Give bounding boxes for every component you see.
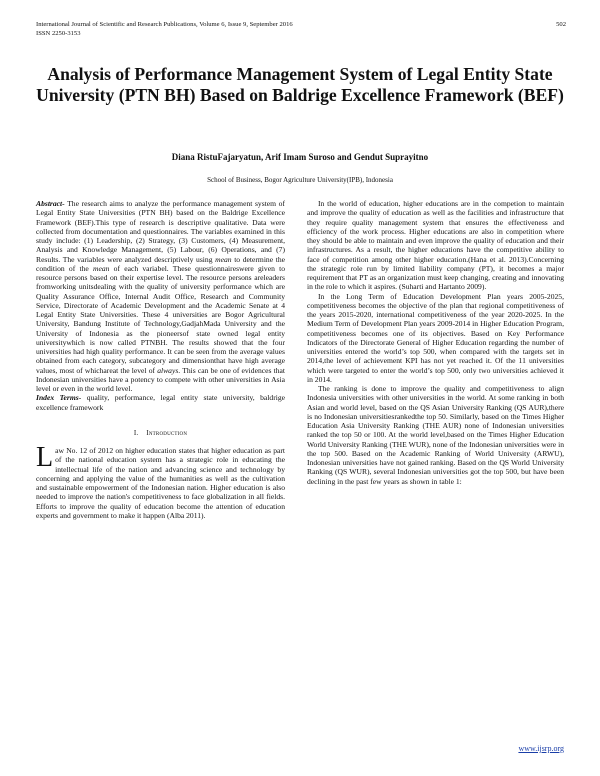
issn: ISSN 2250-3153 xyxy=(36,30,81,37)
paragraph-development-plan: In the Long Term of Education Development Plan years 2005-2025, competitiveness becomes the objective of the plan that regional competitiveness of the years 2015-2020, international competitiveness of the year 2020-2025. In the Medium Term of Development Plan years 2009-2014 in Higher Education Program, competitiveness becomes one of its objectives. Based on Key Performance Indicators of the Directorate General of Higher Education regarding the number of universities entered the world’s top 500, when compared with the targets set in 2014,the level of achievement KPI has not yet reached it. Of the 11 universities which were targeted to enter the world’s top 500, only two universities achieved it in 2014. xyxy=(307,291,564,384)
introduction-paragraph: Law No. 12 of 2012 on higher education states that higher education as part of the national education system has a strategic role in educating the intellectual life of the nation and advancing science and technology by concerning and applying the value of the humanities as well as the cultivation and sustainable empowerment of the Indonesian nation. Higher education is also needed to improve the nation's competitiveness to face globalization in all fields. Efforts to improve the quality of education become the attention of education experts and government to make it happen (Alba 2011). xyxy=(36,442,285,520)
affiliation: School of Business, Bogor Agriculture University(IPB), Indonesia xyxy=(207,176,393,184)
index-terms: Index Terms- quality, performance, legal entity state university, baldrige excellence framework xyxy=(36,393,285,412)
paragraph-ranking: The ranking is done to improve the quality and competitiveness to align Indonesia universities with other universities in the world. At some ranking in both Asian and world level, based on the QS Asian University Ranking (QS AUR),there is no Indonesian universitiesrankedthe top 50. Similarly, based on the Times Higher Education Asia University Ranking (THE AUR) none of Indonesian universities ranked the top 50 or 100. At the world level,based on the Times Higher Education World University Ranking (THE WUR), none of the Indonesian universities were in the top 500. Based on the Academic Ranking of World University (ARWU), Indonesian universities have not gained ranking. Based on the QS World University Ranking (QS WUR), several Indonesian universities got the top 500, but have been declining in the past few years as shown in table 1: xyxy=(307,384,564,486)
section-heading-introduction: I. Introduction xyxy=(133,428,188,437)
paragraph-education-competition: In the world of education, higher educations are in the competion to maintain and improve the quality of education as well as the facilities and infrastructure that they require quality management system that ensures the effectiveness and efficiency of the work process. Higher educations are also in competition where they should be able to maintain and even improve the quality of education and their infrastructures. As a result, the higher educations have the competitive ability to face of competition among other higher education.(Hana et al. 2013).Concerning the strategic role run by limited liability company (PT), it becomes a major requirement that PT as an organization must keep changing, creating and innovating in the role to which it aspires. (Suharti and Hartanto 2009). xyxy=(307,199,564,292)
journal-website-link[interactable]: www.ijsrp.org xyxy=(518,744,564,753)
abstract-label: Abstract- xyxy=(36,199,65,208)
paper-title: Analysis of Performance Management System of Legal Entity State University (PTN BH) Based on Baldrige Excellence Framework (BEF) xyxy=(36,64,564,105)
running-header xyxy=(36,20,566,38)
abstract: Abstract- The research aims to analyze the performance management system of Legal Entity State Universities (PTN BH) based on the Baldrige Excellence Framework (BEF).This type of research is descriptive qualitative. Data were collected from documentation and questionnaires. The variables examined in this study include: (1) Leadership, (2) Strategy, (3) Customers, (4) Measurement, Analysis and Knowledge Management, (5) Labour, (6) Operations, and (7) Results. The variables were analyzed descriptively using mean to determine the condition of the mean of each variabel. These questionnaireswere given to resource persons based on their expertise level. The resource persons areleaders fromworking unitsdealing with the quality of university performance which are Quality Assurance Office, Internal Audit Office, Research and Community Service, Directorate of Academic Development and the Academic Senate at 4 Legal Entity State Universities. These 4 universities are Bogor Agricultural University, Bandung Institute of Technology,GadjahMada University and the University of Indonesia as the pioneersof state owned legal entity universitywhich is now called PTNBH. The results showed that the four universities had high quality performance. It can be seen from the average values obtained from each category, subcategory and dimensionthat have high average values, most of whichareat the level of always. This can be one of evidences that Indonesian universities have a potency to compete with other universities in Asia level or even in the world level. xyxy=(36,199,286,393)
drop-cap: L xyxy=(36,442,54,473)
right-column xyxy=(307,199,564,486)
authors: Diana RistuFajaryatun, Arif Imam Suroso and Gendut Suprayitno xyxy=(171,152,429,162)
page-number: 502 xyxy=(556,21,566,28)
index-terms-label: Index Terms xyxy=(36,393,79,403)
left-column xyxy=(36,199,285,520)
journal-citation: International Journal of Scientific and Research Publications, Volume 6, Issue 9, September 2016 xyxy=(36,21,293,28)
